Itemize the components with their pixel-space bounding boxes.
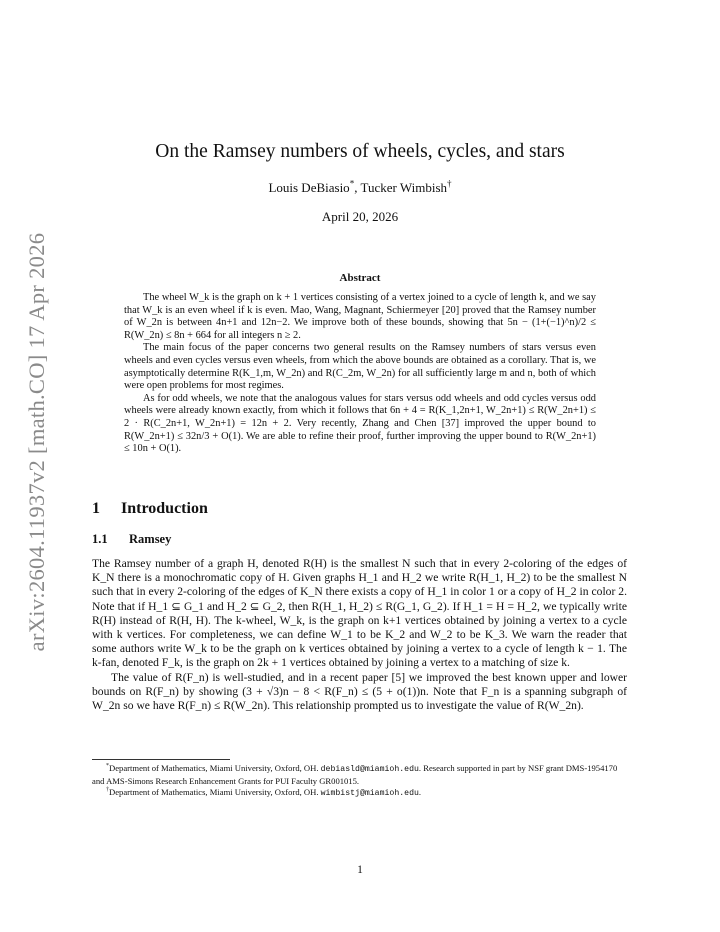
- arxiv-identifier-stamp: [0, 0, 70, 932]
- body-paragraph: The value of R(F_n) is well-studied, and in a recent paper [5] we improved the best known upper and lower bounds on R(F_n) by showing (3 + √3)n − 8 < R(F_n) ≤ (5 + o(1))n. Note that F_n is a spanning subgraph of W_2n so we have R(F_n) ≤ R(W_2n). This relationship prompted us to investigate the value of R(W_2n).: [92, 670, 627, 713]
- page-number: 1: [357, 864, 363, 876]
- author-line: [0, 180, 720, 196]
- footnote-mark: *: [106, 763, 110, 770]
- footnote-affiliation: Department of Mathematics, Miami University, Oxford, OH.: [109, 786, 321, 797]
- paper-title: On the Ramsey numbers of wheels, cycles, and stars: [155, 141, 565, 162]
- footnote-funding: . Research supported in part by NSF grant DMS-1954170 and AMS-Simons Research Enhancement Grants for PUI Faculty GR001015.: [92, 763, 618, 786]
- subsection-number: 1.1: [92, 532, 108, 546]
- paper-date: April 20, 2026: [321, 209, 399, 224]
- abstract-body: [124, 292, 596, 456]
- footnote-end: .: [418, 786, 422, 797]
- abstract-paragraph: As for odd wheels, we note that the analogous values for stars versus odd wheels and odd cycles versus odd wheels were already known exactly, from which it follows that 6n + 4 = R(K_1,2n+1, W_2n+1) ≤ R(W_2n+1) ≤ 2 · R(C_2n+1, W_2n+1) = 12n + 2. Very recently, Zhang and Chen [37] improved the upper bound to R(W_2n+1) ≤ 32n/3 + O(1). We are able to refine their proof, further improving the upper bound to R(W_2n+1) ≤ 10n + O(1).: [124, 392, 596, 455]
- footnote-item: [92, 787, 627, 800]
- author-separator: ,: [354, 180, 361, 195]
- footnote-mark: †: [447, 178, 452, 189]
- section-title: Introduction: [121, 500, 208, 517]
- footnote-divider: [92, 759, 230, 760]
- footnote-email: wimbistj@miamioh.edu: [320, 788, 419, 798]
- subsection-title: Ramsey: [129, 532, 172, 546]
- footnotes: [92, 763, 627, 799]
- footnote-mark: *: [349, 178, 355, 189]
- arxiv-stamp-text: arXiv:2604.11937v2 [math.CO] 17 Apr 2026: [24, 232, 49, 652]
- footnote-affiliation: Department of Mathematics, Miami University, Oxford, OH.: [109, 763, 321, 773]
- subsection-heading: [92, 532, 171, 547]
- section-heading: [92, 500, 208, 518]
- abstract-paragraph: The wheel W_k is the graph on k + 1 vertices consisting of a vertex joined to a cycle of length k, and we say that W_k is an even wheel if k is even. Mao, Wang, Magnant, Schiermeyer [20] proved that the Ramsey number of W_2n is between 4n+1 and 12n−2. We improve both of these bounds, showing that 5n − (1+(−1)^n)/2 ≤ R(W_2n) ≤ 8n + 664 for all integers n ≥ 2.: [124, 292, 596, 341]
- footnote-mark: †: [106, 786, 110, 793]
- body-text: [92, 557, 627, 713]
- abstract-heading: Abstract: [339, 272, 381, 284]
- footnote-item: [92, 763, 627, 787]
- footnote-email: debiasld@miamioh.edu: [320, 765, 419, 774]
- body-paragraph: The Ramsey number of a graph H, denoted R(H) is the smallest N such that in every 2-coloring of the edges of K_N there is a monochromatic copy of H. Given graphs H_1 and H_2 we write R(H_1, H_2) to be the smallest N such that in every 2-coloring of the edges of K_N there exists a copy of H_1 in color 1 or a copy of H_2 in color 2. Note that if H_1 ⊆ G_1 and H_2 ⊆ G_2, then R(H_1, H_2) ≤ R(G_1, G_2). If H_1 = H = H_2, we typically write R(H) instead of R(H, H). The k-wheel, W_k, is the graph on k+1 vertices obtained by joining a vertex to a cycle with k vertices. For completeness, we can define W_1 to be K_2 and W_2 to be K_3. We warn the reader that some authors write W_k to be the graph on k vertices obtained by joining a vertex to a cycle of length k − 1. The k-fan, denoted F_k, is the graph on 2k + 1 vertices obtained by joining a vertex to a matching of size k.: [92, 557, 627, 670]
- section-number: 1: [92, 500, 100, 517]
- author-name: Louis DeBiasio: [268, 180, 350, 195]
- abstract-paragraph: The main focus of the paper concerns two general results on the Ramsey numbers of stars versus even wheels and even cycles versus even wheels, from which the above bounds are obtained as a corollary. That is, we asymptotically determine R(K_1,m, W_2n) and R(C_2m, W_2n) for all sufficiently large m and n, both of which were open problems for most regimes.: [124, 342, 596, 392]
- author-name: Tucker Wimbish: [360, 180, 448, 195]
